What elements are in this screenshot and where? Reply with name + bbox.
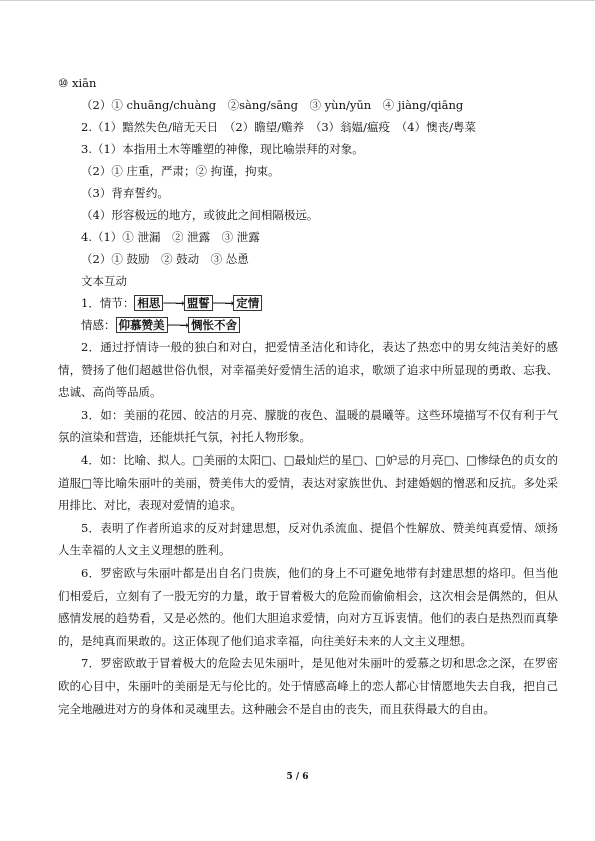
answer-line: 2.（1）黯然失色/暗无天日 （2）瞻望/赡养 （3）翁媪/瘟疫 （4）懊丧/粤菜 — [81, 120, 476, 134]
answer-line: 4.（1）① 泄漏 ② 泄露 ③ 泄露 — [81, 230, 260, 244]
emotion-label: 情感： — [81, 318, 116, 332]
emotion-step-1: 仰慕赞美 — [116, 317, 168, 333]
arrow-icon: ──→ — [163, 296, 184, 310]
answer-line: 3.（1）本指用土木等雕塑的神像，现比喻崇拜的对象。 — [81, 142, 364, 156]
answer-paragraph-6: 6．罗密欧与朱丽叶都是出自名门贵族，他们的身上不可避免地带有封建思想的烙印。但当他们相爱后，立刻有了一股无穷的力量，敢于冒着极大的危险而偷偷相会，这次相会是偶然的，但从感情发展的趋势看，又是必然的。他们大胆追求爱情，向对方互诉衷情。他们的表白是热烈而真挚的，是纯真而果敢的。这正体现了他们追求幸福，向往美好未来的人文主义理想。 — [58, 565, 558, 648]
answer-paragraph-5: 5．表明了作者所追求的反对封建思想，反对仇杀流血、提倡个性解放、赞美纯真爱情、颂扬人生幸福的人文主义理想的胜利。 — [58, 520, 558, 558]
page-number: 5 / 6 — [286, 772, 309, 782]
answer-line: （2）① 庄重，严肃；② 拘谨，拘束。 — [81, 164, 280, 178]
plot-label: 1．情节： — [81, 296, 135, 310]
answer-content — [58, 72, 558, 720]
plot-step-2: 盟誓 — [184, 295, 213, 311]
answer-paragraph-2: 2．通过抒情诗一般的独白和对白，把爱情圣洁化和诗化，表达了热恋中的男女纯洁美好的感情，赞扬了他们超越世俗仇恨，对幸福美好爱情生活的追求，歌颂了追求中所显现的勇敢、忘我、忠诚、高尚等品质。 — [58, 340, 558, 400]
emotion-step-2: 惆怅不舍 — [188, 317, 240, 333]
answer-paragraph-4: 4．如：比喻、拟人。□美丽的太阳□、□最灿烂的星□、□妒忌的月亮□、□惨绿色的贞女的道服□等比喻朱丽叶的美丽，赞美伟大的爱情，表达对家族世仇、封建婚姻的憎恶和反抗。多处采用排比、对比，表现对爱情的追求。 — [58, 452, 558, 513]
answer-line: （4）形容极远的地方，或彼此之间相隔极远。 — [81, 208, 319, 222]
answer-line: （2）① 鼓励 ② 鼓动 ③ 怂恿 — [81, 252, 249, 266]
top-rule — [0, 0, 595, 1]
section-heading: 文本互动 — [81, 274, 127, 288]
plot-step-3: 定情 — [233, 295, 262, 311]
arrow-icon: ──→ — [167, 318, 188, 332]
arrow-icon: ──→ — [212, 296, 234, 310]
plot-step-1: 相思 — [134, 295, 163, 311]
plot-flow — [58, 292, 558, 314]
answer-paragraph-7: 7．罗密欧敢于冒着极大的危险去见朱丽叶，是见他对朱丽叶的爱慕之切和思念之深，在罗密欧的心目中，朱丽叶的美丽是无与伦比的。处于情感高峰上的恋人都心甘情愿地失去自我，把自己完全地融进对方的身体和灵魂里去。这种融会不是自由的丧失，而且获得最大的自由。 — [58, 656, 558, 716]
answer-line: （3）背弃誓约。 — [81, 186, 169, 200]
emotion-chain — [116, 314, 240, 336]
emotion-flow — [58, 314, 558, 336]
plot-chain — [134, 292, 262, 314]
answer-paragraph-3: 3．如：美丽的花园、皎洁的月亮、朦胧的夜色、温暖的晨曦等。这些环境描写不仅有利于气氛的渲染和营造，还能烘托气氛，衬托人物形象。 — [58, 407, 558, 445]
answer-line: ⑩ xiān — [58, 76, 97, 90]
answer-line: （2）① chuāng/chuàng ②sàng/sāng ③ yùn/yūn ④ jiàng/qiāng — [81, 98, 464, 112]
